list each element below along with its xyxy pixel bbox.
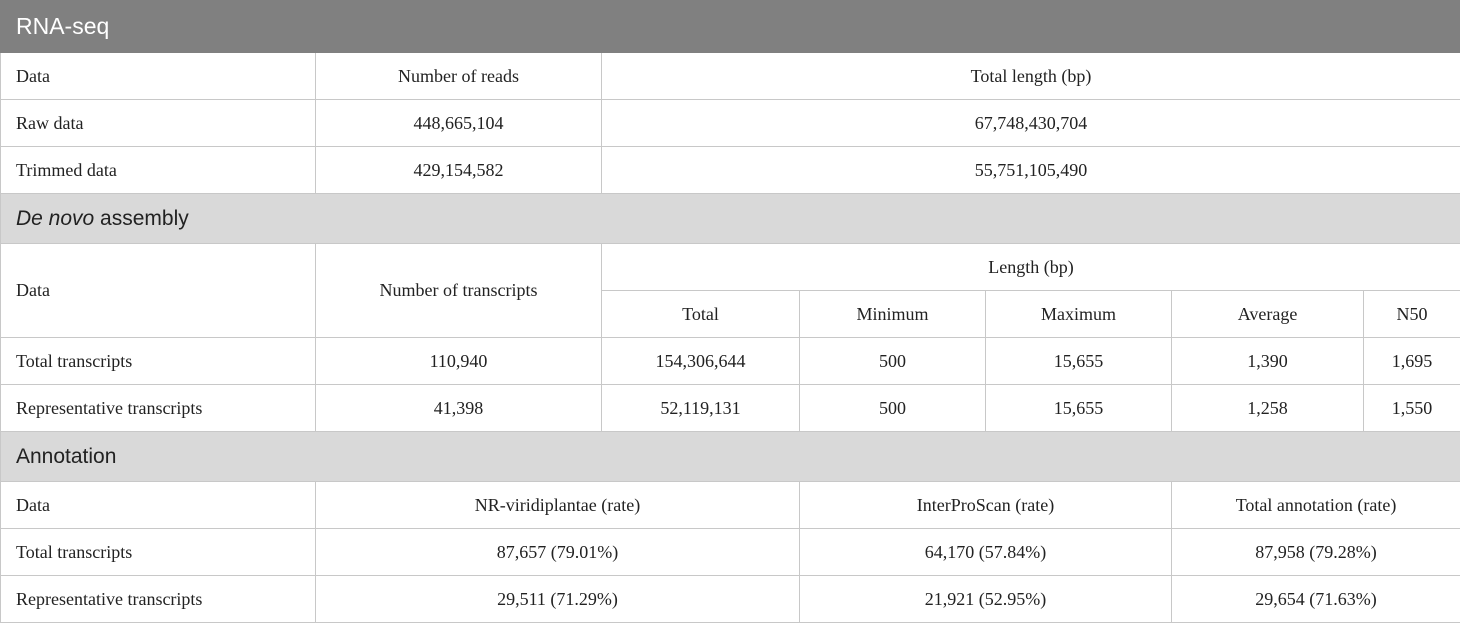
row-label: Representative transcripts (1, 576, 316, 623)
cell-total: 154,306,644 (602, 338, 800, 385)
cell-nr-viridiplantae: 29,511 (71.29%) (316, 576, 800, 623)
table-row (1, 147, 1460, 194)
table-row (1, 576, 1460, 623)
cell-total-length: 67,748,430,704 (602, 100, 1460, 147)
header-total-length: Total length (bp) (602, 53, 1460, 100)
table-header-row (1, 244, 1460, 291)
section-title-rnaseq: RNA-seq (1, 1, 1460, 53)
header-data: Data (1, 53, 316, 100)
row-label: Total transcripts (1, 338, 316, 385)
section-header-annotation (1, 432, 1460, 482)
section-title-assembly (1, 194, 1460, 244)
section-title-italic: De novo (16, 206, 95, 230)
cell-n50: 1,695 (1364, 338, 1460, 385)
header-data: Data (1, 244, 316, 338)
table-header-row (1, 53, 1460, 100)
row-label: Trimmed data (1, 147, 316, 194)
cell-nr-viridiplantae: 87,657 (79.01%) (316, 529, 800, 576)
cell-reads: 429,154,582 (316, 147, 602, 194)
section-title-annotation: Annotation (1, 432, 1460, 482)
section-title-rest: assembly (94, 206, 189, 230)
cell-total-annotation: 29,654 (71.63%) (1172, 576, 1460, 623)
cell-minimum: 500 (800, 338, 986, 385)
subheader-average: Average (1172, 291, 1364, 338)
cell-interproscan: 64,170 (57.84%) (800, 529, 1172, 576)
cell-transcripts: 41,398 (316, 385, 602, 432)
cell-total-length: 55,751,105,490 (602, 147, 1460, 194)
cell-transcripts: 110,940 (316, 338, 602, 385)
header-data: Data (1, 482, 316, 529)
subheader-n50: N50 (1364, 291, 1460, 338)
row-label: Raw data (1, 100, 316, 147)
cell-minimum: 500 (800, 385, 986, 432)
header-total-annotation: Total annotation (rate) (1172, 482, 1460, 529)
cell-interproscan: 21,921 (52.95%) (800, 576, 1172, 623)
header-length: Length (bp) (602, 244, 1460, 291)
header-number-of-reads: Number of reads (316, 53, 602, 100)
cell-maximum: 15,655 (986, 385, 1172, 432)
cell-maximum: 15,655 (986, 338, 1172, 385)
cell-reads: 448,665,104 (316, 100, 602, 147)
header-number-of-transcripts: Number of transcripts (316, 244, 602, 338)
cell-n50: 1,550 (1364, 385, 1460, 432)
table-row (1, 529, 1460, 576)
section-header-assembly (1, 194, 1460, 244)
subheader-minimum: Minimum (800, 291, 986, 338)
cell-average: 1,390 (1172, 338, 1364, 385)
table-row (1, 385, 1460, 432)
cell-total: 52,119,131 (602, 385, 800, 432)
header-interproscan: InterProScan (rate) (800, 482, 1172, 529)
row-label: Total transcripts (1, 529, 316, 576)
cell-average: 1,258 (1172, 385, 1364, 432)
cell-total-annotation: 87,958 (79.28%) (1172, 529, 1460, 576)
subheader-maximum: Maximum (986, 291, 1172, 338)
section-header-rnaseq (1, 1, 1460, 53)
row-label: Representative transcripts (1, 385, 316, 432)
table-header-row (1, 482, 1460, 529)
table-row (1, 338, 1460, 385)
table-row (1, 100, 1460, 147)
subheader-total: Total (602, 291, 800, 338)
header-nr-viridiplantae: NR-viridiplantae (rate) (316, 482, 800, 529)
